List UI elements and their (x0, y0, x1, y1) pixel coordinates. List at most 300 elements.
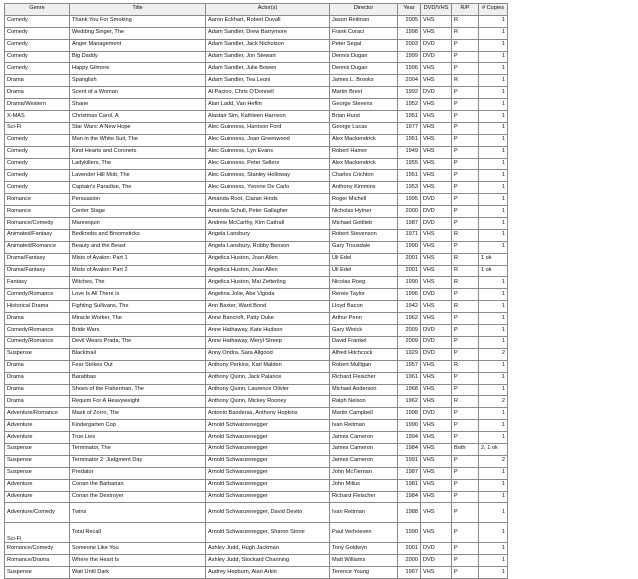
cell-copies: 1 ok (479, 265, 508, 277)
cell-year: 1994 (398, 432, 421, 444)
cell-title: Beauty and the Beast (70, 241, 206, 253)
header-copies: # Copies (479, 4, 508, 16)
cell-genre: Comedy (5, 15, 70, 27)
cell-rp: P (452, 543, 479, 555)
cell-genre: Animated/Fantasy (5, 229, 70, 241)
cell-copies: 1 (479, 241, 508, 253)
cell-title: Total Recall (70, 523, 206, 543)
cell-director: Anthony Kimmins (330, 182, 398, 194)
cell-actors: Arnold Schwarzenegger (206, 491, 330, 503)
cell-copies: 1 (479, 555, 508, 567)
cell-copies: 1 (479, 384, 508, 396)
cell-director: Uli Edel (330, 265, 398, 277)
cell-format: VHS (421, 420, 452, 432)
cell-genre: Adventure (5, 420, 70, 432)
cell-year: 2009 (398, 325, 421, 337)
cell-director: Terence Young (330, 567, 398, 579)
cell-title: Kindergarten Cop (70, 420, 206, 432)
cell-actors: Anthony Quinn, Laurence Olivier (206, 384, 330, 396)
cell-copies: 1 (479, 99, 508, 111)
cell-genre: Comedy (5, 51, 70, 63)
cell-copies: 1 (479, 420, 508, 432)
cell-title: Mannequin (70, 218, 206, 230)
cell-genre: Suspense (5, 443, 70, 455)
cell-copies: 1 (479, 134, 508, 146)
cell-rp: P (452, 491, 479, 503)
cell-rp: P (452, 134, 479, 146)
cell-rp: R (452, 360, 479, 372)
cell-actors: Arnold Schwarzenegger (206, 479, 330, 491)
table-row (5, 372, 508, 384)
cell-director: Michael Gottlieb (330, 218, 398, 230)
table-row (5, 348, 508, 360)
cell-title: Man in the White Suit, The (70, 134, 206, 146)
cell-format: VHS (421, 443, 452, 455)
cell-actors: Amanda Root, Ciaran Hinds (206, 194, 330, 206)
cell-actors: Arnold Schwarzenegger (206, 455, 330, 467)
cell-director: George Stevens (330, 99, 398, 111)
cell-actors: Aaron Eckhart, Robert Duvall (206, 15, 330, 27)
cell-year: 1991 (398, 455, 421, 467)
cell-genre: Comedy/Romance (5, 289, 70, 301)
cell-genre: Suspense (5, 467, 70, 479)
cell-director: Matt Williams (330, 555, 398, 567)
cell-actors: Alec Guinness, Stanley Holloway (206, 170, 330, 182)
cell-director: Brian Hurst (330, 111, 398, 123)
cell-year: 2000 (398, 555, 421, 567)
cell-copies: 1 (479, 503, 508, 523)
cell-copies: 1 (479, 360, 508, 372)
cell-format: VHS (421, 63, 452, 75)
cell-copies: 1 (479, 146, 508, 158)
cell-genre: Romance/Comedy (5, 543, 70, 555)
cell-format: VHS (421, 253, 452, 265)
cell-genre: Comedy/Romance (5, 325, 70, 337)
cell-actors: Anthony Quinn, Mickey Rooney (206, 396, 330, 408)
cell-year: 2001 (398, 253, 421, 265)
cell-copies: 1 (479, 229, 508, 241)
cell-copies: 1 (479, 122, 508, 134)
table-row (5, 15, 508, 27)
cell-rp: P (452, 420, 479, 432)
table-row (5, 467, 508, 479)
table-row (5, 122, 508, 134)
cell-copies: 1 (479, 206, 508, 218)
cell-rp: R (452, 27, 479, 39)
cell-director: Dennis Dugan (330, 51, 398, 63)
cell-director: Gary Winick (330, 325, 398, 337)
cell-copies: 1 (479, 325, 508, 337)
cell-genre: Animated/Romance (5, 241, 70, 253)
header-genre: Genre (5, 4, 70, 16)
cell-actors: Angela Lansbury (206, 229, 330, 241)
cell-rp: R (452, 301, 479, 313)
cell-genre: Adventure (5, 491, 70, 503)
cell-year: 1951 (398, 134, 421, 146)
cell-rp: P (452, 555, 479, 567)
cell-format: DVD (421, 408, 452, 420)
cell-format: DVD (421, 336, 452, 348)
cell-title: Where the Heart Is (70, 555, 206, 567)
cell-director: Lloyd Bacon (330, 301, 398, 313)
cell-copies: 1 (479, 63, 508, 75)
cell-actors: Alec Guinness, Lyn Evans (206, 146, 330, 158)
cell-rp: P (452, 241, 479, 253)
cell-format: DVD (421, 555, 452, 567)
cell-actors: Alec Guinness, Peter Sellers (206, 158, 330, 170)
cell-format: VHS (421, 491, 452, 503)
cell-genre: Drama (5, 313, 70, 325)
cell-copies: 1 (479, 87, 508, 99)
cell-year: 1988 (398, 503, 421, 523)
cell-year: 1953 (398, 182, 421, 194)
cell-genre: Historical Drama (5, 301, 70, 313)
table-row (5, 360, 508, 372)
cell-year: 1981 (398, 479, 421, 491)
cell-format: DVD (421, 39, 452, 51)
cell-genre: Comedy (5, 170, 70, 182)
table-row (5, 63, 508, 75)
cell-genre: Comedy (5, 146, 70, 158)
table-row (5, 313, 508, 325)
cell-genre: Drama (5, 372, 70, 384)
cell-rp: R (452, 75, 479, 87)
cell-copies: 1 ok (479, 253, 508, 265)
cell-director: James Cameron (330, 432, 398, 444)
table-row (5, 170, 508, 182)
cell-format: DVD (421, 289, 452, 301)
cell-actors: Al Pacino, Chris O'Donnell (206, 87, 330, 99)
cell-actors: Alan Ladd, Van Heflin (206, 99, 330, 111)
cell-format: VHS (421, 99, 452, 111)
cell-copies: 2, 1 ok (479, 443, 508, 455)
cell-year: 1998 (398, 408, 421, 420)
cell-title: Terminator, The (70, 443, 206, 455)
cell-director: Nicolas Roeg (330, 277, 398, 289)
cell-title: Happy Gilmore (70, 63, 206, 75)
cell-genre: Romance/Drama (5, 555, 70, 567)
cell-year: 1952 (398, 99, 421, 111)
cell-director: Martin Campbell (330, 408, 398, 420)
table-row (5, 301, 508, 313)
cell-director: Alfred Hitchcock (330, 348, 398, 360)
cell-director: Roger Michell (330, 194, 398, 206)
table-row (5, 253, 508, 265)
cell-genre: Romance/Comedy (5, 218, 70, 230)
cell-copies: 1 (479, 408, 508, 420)
cell-title: Witches, The (70, 277, 206, 289)
table-row (5, 265, 508, 277)
cell-title: Christmas Carol, A (70, 111, 206, 123)
cell-year: 2001 (398, 543, 421, 555)
cell-copies: 1 (479, 543, 508, 555)
cell-director: Gary Trousdale (330, 241, 398, 253)
cell-format: VHS (421, 503, 452, 523)
table-row (5, 229, 508, 241)
cell-title: Persuasion (70, 194, 206, 206)
cell-actors: Arnold Schwarzenegger (206, 432, 330, 444)
cell-director: Charles Crichton (330, 170, 398, 182)
cell-year: 2003 (398, 39, 421, 51)
cell-title: Mask of Zorro, The (70, 408, 206, 420)
cell-genre: Suspense (5, 567, 70, 579)
cell-actors: Anne Hathaway, Kate Hudson (206, 325, 330, 337)
cell-title: Spanglish (70, 75, 206, 87)
cell-format: VHS (421, 158, 452, 170)
table-row (5, 182, 508, 194)
cell-rp: P (452, 170, 479, 182)
cell-year: 2004 (398, 75, 421, 87)
cell-rp: P (452, 63, 479, 75)
cell-copies: 1 (479, 301, 508, 313)
table-row (5, 336, 508, 348)
cell-actors: Anthony Perkins, Karl Malden (206, 360, 330, 372)
cell-title: Predator (70, 467, 206, 479)
cell-rp: P (452, 146, 479, 158)
cell-format: VHS (421, 301, 452, 313)
cell-copies: 1 (479, 218, 508, 230)
cell-rp: R (452, 265, 479, 277)
cell-title: Big Daddy (70, 51, 206, 63)
cell-actors: Adam Sandler, Jon Stewart (206, 51, 330, 63)
cell-genre: Suspense (5, 455, 70, 467)
cell-format: VHS (421, 146, 452, 158)
table-body (5, 15, 508, 578)
cell-genre: Adventure/Comedy (5, 503, 70, 523)
cell-genre: Adventure (5, 432, 70, 444)
table-row (5, 218, 508, 230)
header-director: Director (330, 4, 398, 16)
cell-actors: Arnold Schwarzenegger (206, 443, 330, 455)
cell-title: Ladykillers, The (70, 158, 206, 170)
cell-year: 1942 (398, 301, 421, 313)
cell-copies: 1 (479, 170, 508, 182)
cell-copies: 1 (479, 27, 508, 39)
cell-title: Kind Hearts and Coronets (70, 146, 206, 158)
cell-copies: 1 (479, 194, 508, 206)
cell-genre: Comedy (5, 27, 70, 39)
cell-actors: Ashley Judd, Stockard Channing (206, 555, 330, 567)
cell-title: Terminator 2: Judgment Day (70, 455, 206, 467)
cell-director: Arthur Penn (330, 313, 398, 325)
cell-genre: Drama/Fantasy (5, 265, 70, 277)
cell-format: VHS (421, 396, 452, 408)
cell-year: 1957 (398, 360, 421, 372)
cell-year: 2000 (398, 206, 421, 218)
cell-director: Robert Hamer (330, 146, 398, 158)
cell-actors: Alec Guinness, Yvonne De Carlo (206, 182, 330, 194)
cell-actors: Arnold Schwarzenegger, Sharon Stone (206, 523, 330, 543)
cell-copies: 1 (479, 111, 508, 123)
cell-rp: P (452, 122, 479, 134)
cell-format: VHS (421, 134, 452, 146)
cell-year: 1955 (398, 158, 421, 170)
cell-format: VHS (421, 122, 452, 134)
cell-title: Conan the Barbarian (70, 479, 206, 491)
cell-rp: Both (452, 443, 479, 455)
cell-format: VHS (421, 523, 452, 543)
cell-director: Frank Coraci (330, 27, 398, 39)
cell-rp: P (452, 325, 479, 337)
cell-title: True Lies (70, 432, 206, 444)
cell-format: DVD (421, 543, 452, 555)
cell-year: 1990 (398, 420, 421, 432)
table-row (5, 443, 508, 455)
table-row (5, 555, 508, 567)
cell-director: Tony Goldwyn (330, 543, 398, 555)
cell-format: DVD (421, 87, 452, 99)
cell-copies: 1 (479, 75, 508, 87)
cell-copies: 1 (479, 51, 508, 63)
cell-title: Mists of Avalon: Part 2 (70, 265, 206, 277)
cell-format: DVD (421, 51, 452, 63)
cell-rp: P (452, 39, 479, 51)
cell-format: VHS (421, 265, 452, 277)
table-row (5, 51, 508, 63)
table-row (5, 523, 508, 543)
cell-year: 1998 (398, 27, 421, 39)
cell-year: 1961 (398, 372, 421, 384)
table-row (5, 134, 508, 146)
cell-copies: 1 (479, 523, 508, 543)
cell-genre: Adventure/Romance (5, 408, 70, 420)
cell-director: Robert Stevenson (330, 229, 398, 241)
cell-format: VHS (421, 432, 452, 444)
header-title: Title (70, 4, 206, 16)
table-row (5, 277, 508, 289)
cell-title: Bride Wars (70, 325, 206, 337)
cell-copies: 1 (479, 491, 508, 503)
cell-actors: Angelica Huston, Mai Zetterling (206, 277, 330, 289)
cell-copies: 1 (479, 39, 508, 51)
cell-year: 1999 (398, 51, 421, 63)
cell-title: Mists of Avalon: Part 1 (70, 253, 206, 265)
cell-actors: Arnold Schwarzenegger, David Devito (206, 503, 330, 523)
cell-actors: Anne Hathaway, Meryl Streep (206, 336, 330, 348)
cell-director: Alex Mackendrick (330, 134, 398, 146)
cell-title: Someone Like You (70, 543, 206, 555)
cell-format: VHS (421, 15, 452, 27)
cell-title: Fear Strikes Out (70, 360, 206, 372)
cell-actors: Andrew McCarthy, Kim Cattrall (206, 218, 330, 230)
cell-title: Anger Management (70, 39, 206, 51)
cell-year: 1971 (398, 229, 421, 241)
cell-rp: R (452, 253, 479, 265)
cell-director: James Cameron (330, 443, 398, 455)
table-row (5, 87, 508, 99)
cell-format: VHS (421, 170, 452, 182)
cell-rp: P (452, 313, 479, 325)
cell-rp: R (452, 229, 479, 241)
cell-rp: P (452, 567, 479, 579)
cell-rp: P (452, 289, 479, 301)
cell-director: Peter Segal (330, 39, 398, 51)
cell-director: George Lucas (330, 122, 398, 134)
table-row (5, 194, 508, 206)
cell-year: 2005 (398, 15, 421, 27)
cell-title: Fighting Sullivans, The (70, 301, 206, 313)
cell-actors: Adam Sandler, Jack Nicholson (206, 39, 330, 51)
cell-rp: P (452, 87, 479, 99)
cell-format: VHS (421, 384, 452, 396)
cell-rp: P (452, 182, 479, 194)
cell-director: Dennis Dugan (330, 63, 398, 75)
table-row (5, 325, 508, 337)
cell-year: 1984 (398, 443, 421, 455)
cell-format: DVD (421, 348, 452, 360)
cell-actors: Audrey Hepburn, Alan Arkin (206, 567, 330, 579)
table-row (5, 289, 508, 301)
cell-rp: P (452, 158, 479, 170)
cell-rp: P (452, 432, 479, 444)
cell-actors: Alastair Sim, Kathleen Harrison (206, 111, 330, 123)
cell-rp: P (452, 372, 479, 384)
cell-title: Love Is All There Is (70, 289, 206, 301)
cell-title: Requim For A Heavyweight (70, 396, 206, 408)
cell-format: VHS (421, 372, 452, 384)
table-row (5, 408, 508, 420)
cell-format: VHS (421, 479, 452, 491)
cell-year: 1968 (398, 384, 421, 396)
cell-copies: 1 (479, 158, 508, 170)
cell-title: Star Wars: A New Hope (70, 122, 206, 134)
cell-year: 2009 (398, 336, 421, 348)
table-row (5, 455, 508, 467)
cell-actors: Antonio Banderas, Anthony Hopkins (206, 408, 330, 420)
cell-actors: Ashley Judd, Hugh Jackman (206, 543, 330, 555)
header-row (5, 4, 508, 16)
header-rp: R/P (452, 4, 479, 16)
cell-format: VHS (421, 241, 452, 253)
table-row (5, 241, 508, 253)
cell-director: Ralph Nelson (330, 396, 398, 408)
cell-copies: 1 (479, 467, 508, 479)
cell-copies: 2 (479, 348, 508, 360)
cell-format: VHS (421, 111, 452, 123)
table-row (5, 158, 508, 170)
table-row (5, 99, 508, 111)
cell-format: VHS (421, 313, 452, 325)
cell-actors: Alec Guinness, Joan Greenwood (206, 134, 330, 146)
cell-actors: Angelica Huston, Joan Allen (206, 253, 330, 265)
cell-year: 1992 (398, 87, 421, 99)
cell-title: Miracle Worker, The (70, 313, 206, 325)
cell-copies: 1 (479, 182, 508, 194)
cell-rp: R (452, 277, 479, 289)
cell-genre: Drama (5, 87, 70, 99)
cell-format: VHS (421, 182, 452, 194)
cell-copies: 1 (479, 432, 508, 444)
cell-copies: 1 (479, 336, 508, 348)
cell-rp: P (452, 479, 479, 491)
cell-copies: 2 (479, 455, 508, 467)
cell-copies: 2 (479, 396, 508, 408)
cell-year: 1987 (398, 467, 421, 479)
cell-director: Michael Anderson (330, 384, 398, 396)
cell-actors: Anthony Quinn, Jack Palance (206, 372, 330, 384)
cell-director: Ivan Reitman (330, 420, 398, 432)
cell-title: Thank You For Smoking (70, 15, 206, 27)
cell-director: Jason Reitman (330, 15, 398, 27)
table-row (5, 503, 508, 523)
cell-year: 1990 (398, 523, 421, 543)
table-row (5, 39, 508, 51)
cell-year: 1987 (398, 218, 421, 230)
cell-genre: Sci-Fi (5, 523, 70, 543)
cell-copies: 1 (479, 567, 508, 579)
cell-director: Paul Verhoeven (330, 523, 398, 543)
cell-actors: Angelina Jolie, Abe Vigoda (206, 289, 330, 301)
